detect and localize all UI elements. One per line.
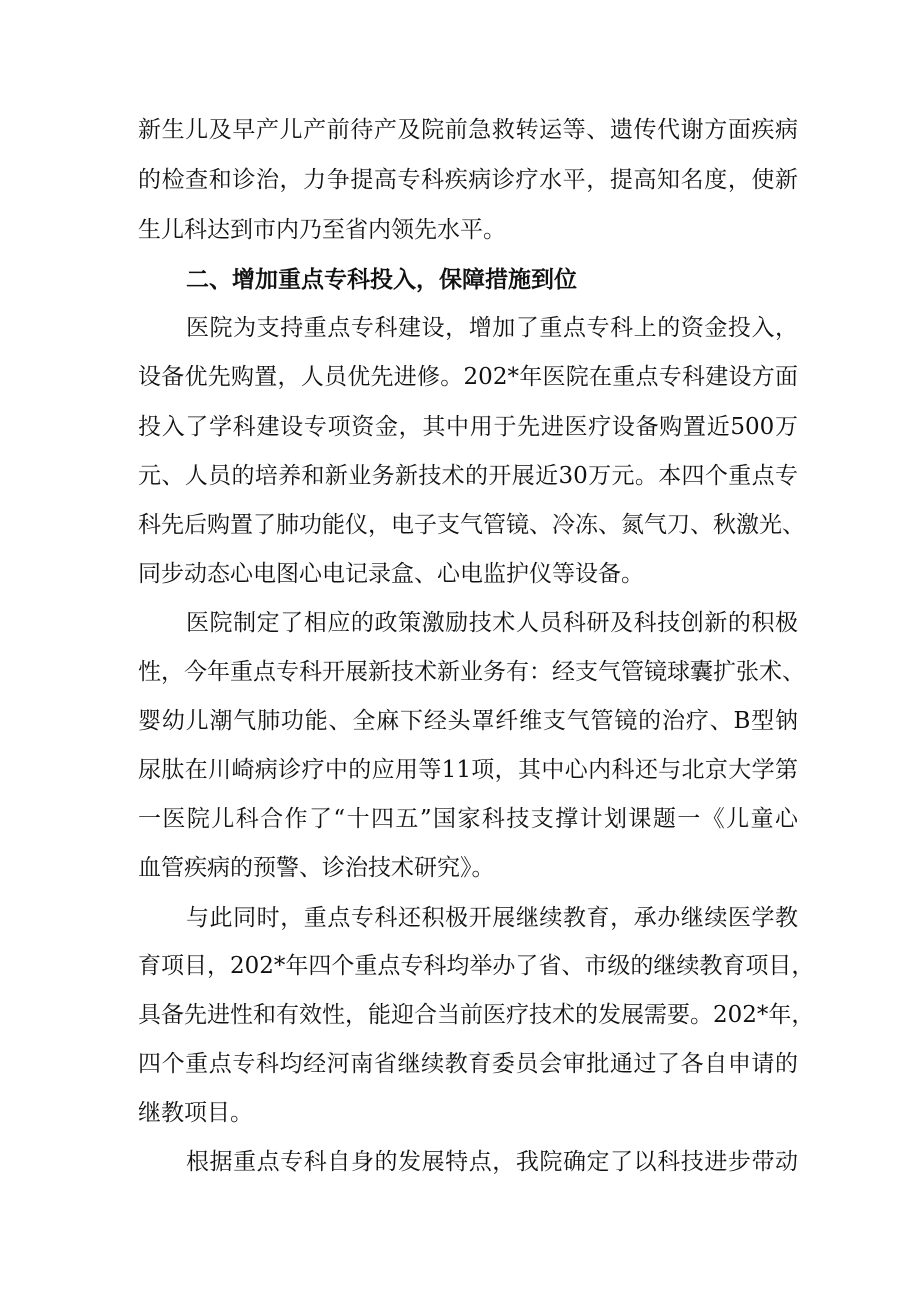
body-text-line: 的检查和诊治，力争提高专科疾病诊疗水平，提高知名度，使新 [138,167,798,193]
body-text-line: 根据重点专科自身的发展特点，我院确定了以科技进步带动 [186,1149,798,1175]
section-heading: 二、增加重点专科投入，保障措施到位 [186,267,577,293]
body-text-line: 医院为支持重点专科建设，增加了重点专科上的资金投入， [186,315,798,341]
body-text-line: 生儿科达到市内乃至省内领先水平。 [138,217,506,243]
body-text-line: 新生儿及早产儿产前待产及院前急救转运等、遗传代谢方面疾病 [138,117,798,143]
body-text-line: 科先后购置了肺功能仪，电子支气管镜、冷冻、氮气刀、秋激光、 [138,512,805,538]
body-text-line: 同步动态心电图心电记录盒、心电监护仪等设备。 [138,561,644,587]
body-text-line: 性，今年重点专科开展新技术新业务有：经支气管镜球囊扩张术、 [138,659,805,685]
body-text-line: 血管疾病的预警、诊治技术研究》。 [138,855,495,881]
body-text-line: 婴幼儿潮气肺功能、全麻下经头罩纤维支气管镜的治疗、B型钠 [138,708,798,734]
body-text-line: 设备优先购置，人员优先进修。202*年医院在重点专科建设方面 [138,364,798,390]
body-text-line: 一医院儿科合作了“十四五”国家科技支撑计划课题一《儿童心 [138,806,798,832]
body-text-line: 四个重点专科均经河南省继续教育委员会审批通过了各自申请的 [138,1051,798,1077]
body-text-line: 尿肽在川崎病诊疗中的应用等11项，其中心内科还与北京大学第 [138,757,798,783]
body-text-line: 继教项目。 [138,1100,253,1126]
body-text-line: 医院制定了相应的政策激励技术人员科研及科技创新的积极 [186,610,798,636]
body-text-line: 元、人员的培养和新业务新技术的开展近30万元。本四个重点专 [138,463,798,489]
body-text-line: 具备先进性和有效性，能迎合当前医疗技术的发展需要。202*年， [138,1002,815,1028]
body-text-line: 育项目，202*年四个重点专科均举办了省、市级的继续教育项目， [138,953,815,979]
body-text-line: 投入了学科建设专项资金，其中用于先进医疗设备购置近500万 [138,414,798,440]
body-text-line: 与此同时，重点专科还积极开展继续教育，承办继续医学教 [186,905,798,931]
